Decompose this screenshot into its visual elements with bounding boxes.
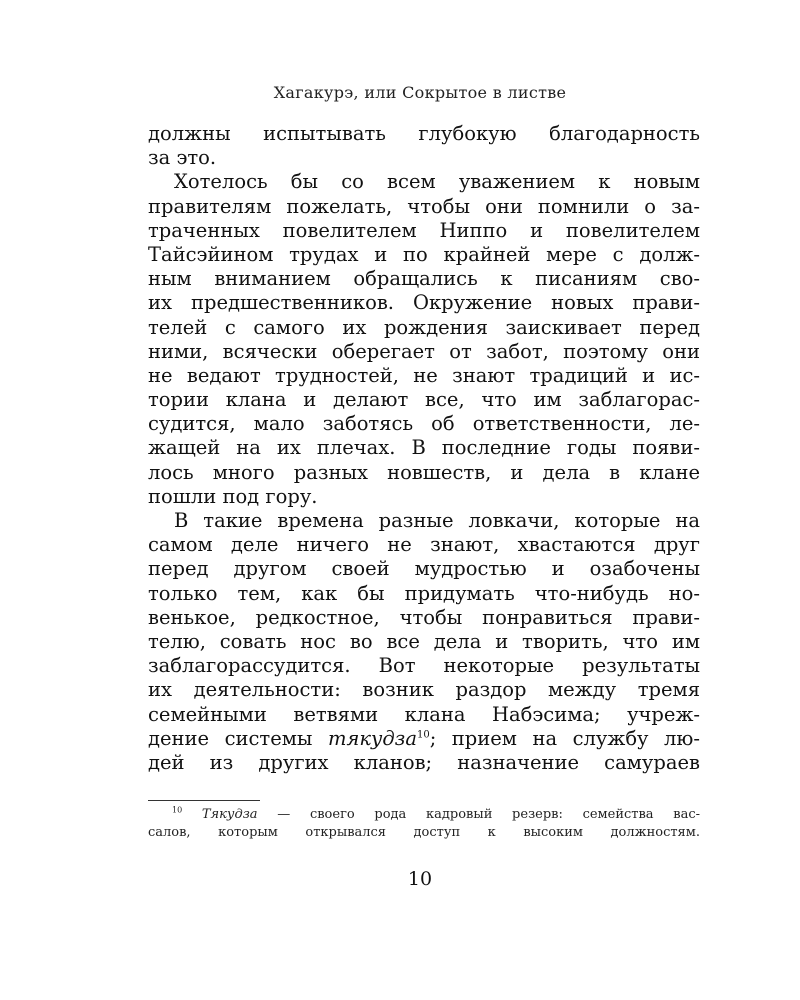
footnote-dash: — xyxy=(257,807,310,822)
text-line: не ведают трудностей, не знают традиций и ис- xyxy=(148,363,700,387)
text-line: перед другом своей мудростью и озабочены xyxy=(148,557,700,581)
text-line: лось много разных новшеств, и дела в клане xyxy=(148,460,700,484)
footnote-line: салов, которым открывался доступ к высоким должностям. xyxy=(148,825,700,840)
footnote-number: 10 xyxy=(172,805,183,815)
text-line: правителям пожелать, чтобы они помнили о за- xyxy=(148,194,700,218)
text-line: траченных повелителем Ниппо и повелителем xyxy=(148,218,700,242)
text-line: тории клана и делают все, что им заблагорас- xyxy=(148,388,700,412)
text-line: заблагорассудится. Вот некоторые результаты xyxy=(148,654,700,678)
footnote-text: своего рода кадровый резерв: семейства вас- xyxy=(309,807,700,822)
text-line-with-footnote-ref xyxy=(148,727,700,751)
text-line: семейными ветвями клана Набэсима; учреж- xyxy=(148,702,700,726)
running-title: Хагакурэ, или Сокрытое в листве xyxy=(273,83,567,102)
footnote-reference[interactable]: 10 xyxy=(416,729,430,741)
italic-term: тякудза xyxy=(327,726,417,750)
text-line: только тем, как бы придумать что-нибудь но- xyxy=(148,581,700,605)
text-line: дей из других кланов; назначение самураев xyxy=(148,750,700,774)
text-line: их деятельности: возник раздор между тремя xyxy=(148,678,700,702)
footnote-line xyxy=(148,806,700,824)
text-line: жащей на их плечах. В последние годы появи- xyxy=(148,436,700,460)
footnote-term: Тякудза xyxy=(201,807,258,822)
footnote xyxy=(148,806,700,842)
text-line: ними, всячески оберегает от забот, поэтому они xyxy=(148,339,700,363)
text-line: за это. xyxy=(148,146,217,170)
text-line: должны испытывать глубокую благодарность xyxy=(148,122,700,145)
text-line: Хотелось бы со всем уважением к новым xyxy=(174,170,700,194)
text-fragment: дение системы xyxy=(148,726,328,750)
text-line: ным вниманием обращались к писаниям сво- xyxy=(148,267,700,291)
text-line: их предшественников. Окружение новых прави- xyxy=(148,291,700,315)
main-text xyxy=(148,122,700,775)
text-line: судится, мало заботясь об ответственности, ле- xyxy=(148,412,700,436)
page-number: 10 xyxy=(407,868,433,890)
footnote-divider xyxy=(148,800,260,801)
text-line: телей с самого их рождения заискивает перед xyxy=(148,315,700,339)
text-line: пошли под гору. xyxy=(148,484,318,508)
text-line: В такие времена разные ловкачи, которые на xyxy=(174,509,700,532)
text-line: Тайсэйином трудах и по крайней мере с долж- xyxy=(148,242,700,266)
text-line: венькое, редкостное, чтобы понравиться прави- xyxy=(148,605,700,629)
text-fragment: ; прием на службу лю- xyxy=(429,726,700,750)
text-line: телю, совать нос во все дела и творить, что им xyxy=(148,629,700,653)
text-line: самом деле ничего не знают, хвастаются друг xyxy=(148,533,700,557)
